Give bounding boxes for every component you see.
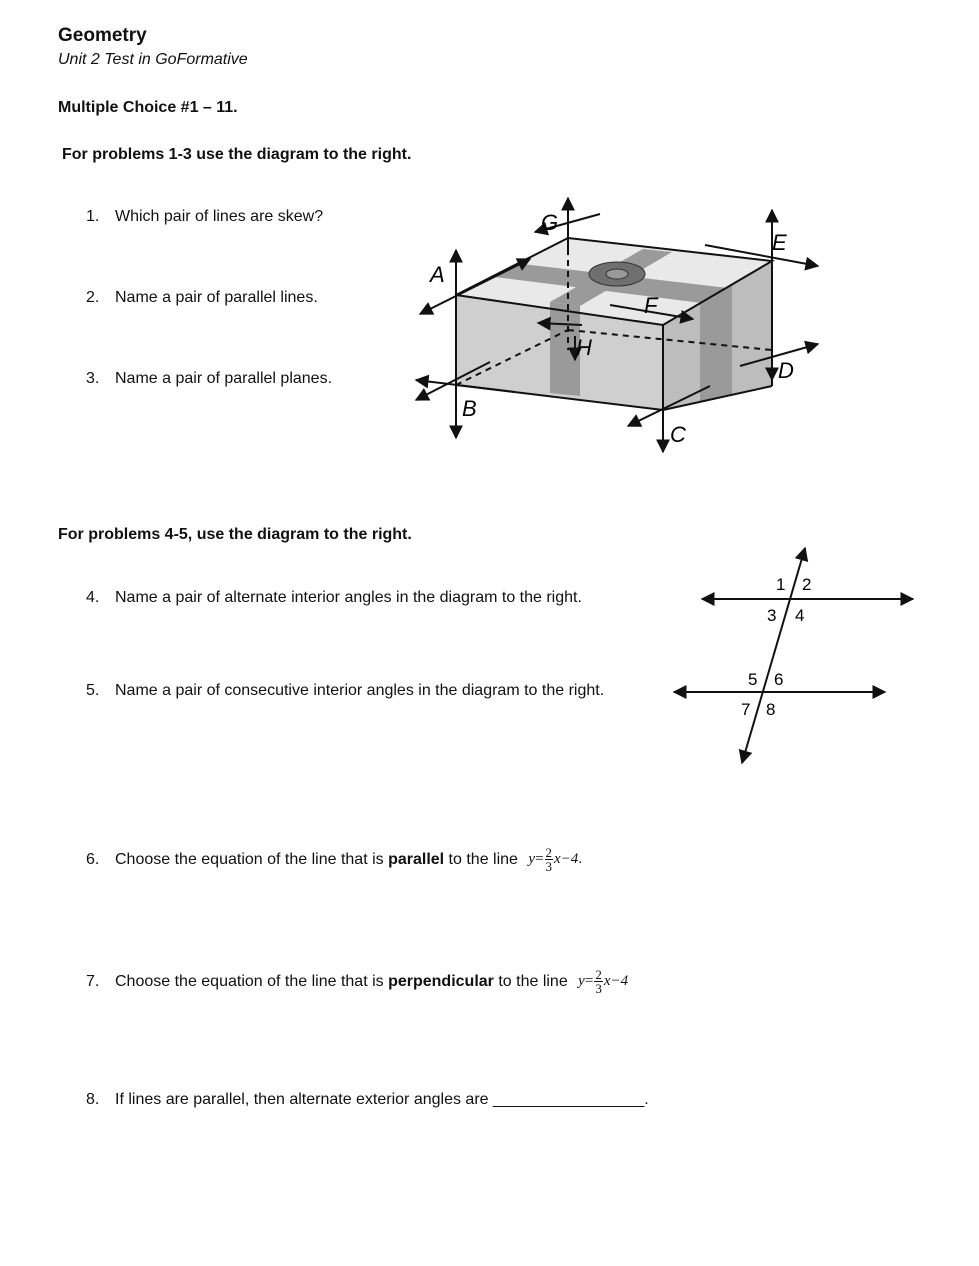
question-text: Choose the equation of the line that is [115, 972, 389, 990]
question-number: 6. [86, 850, 100, 868]
fraction [545, 846, 554, 873]
question-8 [86, 1091, 649, 1109]
question-number: 3. [86, 370, 100, 387]
eq-rhs: x−4 [603, 973, 629, 989]
question-text: Which pair of lines are skew? [115, 208, 324, 225]
question-text: Name a pair of parallel lines. [115, 289, 318, 306]
angle-label-7: 7 [741, 700, 751, 719]
question-text: Choose the equation of the line that is [115, 850, 389, 868]
equation [528, 846, 582, 873]
question-2 [86, 289, 318, 307]
question-number: 7. [86, 972, 100, 990]
box-diagram [410, 190, 830, 460]
question-text: If lines are parallel, then alternate exterior angles are [115, 1091, 493, 1108]
eq-lhs: y [578, 973, 585, 989]
question-4 [86, 589, 582, 607]
question-3 [86, 370, 332, 388]
emphasis-perpendicular: perpendicular [388, 972, 494, 990]
page-subtitle: Unit 2 Test in GoFormative [58, 51, 248, 68]
fraction [594, 968, 603, 995]
question-1 [86, 208, 323, 226]
label-f: F [644, 293, 658, 318]
angle-label-2: 2 [802, 575, 812, 594]
frac-numerator: 2 [545, 845, 553, 860]
angle-label-8: 8 [766, 700, 776, 719]
eq-equals: = [584, 973, 594, 989]
question-text-after: to the line [444, 850, 523, 868]
label-a: A [430, 262, 445, 287]
question-trailing: . [644, 1091, 649, 1108]
section-2-instruction: For problems 4-5, use the diagram to the right. [58, 526, 412, 543]
question-number: 4. [86, 589, 100, 606]
label-h: H [576, 335, 592, 360]
section-1-instruction: For problems 1-3 use the diagram to the right. [62, 146, 412, 163]
question-number: 5. [86, 682, 100, 699]
angle-label-3: 3 [767, 606, 777, 625]
emphasis-parallel: parallel [388, 850, 445, 868]
angle-diagram [660, 540, 930, 775]
angle-label-4: 4 [795, 606, 805, 625]
frac-denominator: 3 [545, 859, 553, 874]
question-text-after: to the line [493, 972, 573, 990]
eq-equals: = [535, 851, 544, 867]
angle-label-6: 6 [774, 670, 784, 689]
question-number: 2. [86, 289, 100, 306]
frac-denominator: 3 [595, 981, 602, 996]
label-g: G [541, 210, 559, 235]
eq-rhs: x−4 [554, 851, 579, 867]
question-6 [86, 846, 582, 873]
label-e: E [772, 230, 787, 255]
frac-numerator: 2 [595, 967, 602, 982]
question-text: Name a pair of consecutive interior angles in the diagram to the right. [115, 682, 605, 699]
label-b: B [462, 396, 477, 421]
question-number: 8. [86, 1091, 100, 1108]
question-7 [86, 968, 628, 995]
eq-lhs: y [528, 851, 536, 867]
label-d: D [778, 358, 794, 383]
question-text: Name a pair of parallel planes. [115, 370, 333, 387]
question-5 [86, 682, 604, 700]
question-text: Name a pair of alternate interior angles in the diagram to the right. [115, 589, 582, 606]
question-number: 1. [86, 208, 100, 225]
page-title: Geometry [58, 25, 147, 46]
equation [578, 968, 628, 995]
angle-label-1: 1 [776, 575, 786, 594]
answer-blank[interactable]: _________________ [493, 1091, 645, 1108]
multiple-choice-heading: Multiple Choice #1 – 11. [58, 99, 238, 116]
angle-label-5: 5 [748, 670, 758, 689]
eq-trailing: . [578, 851, 583, 867]
label-c: C [670, 422, 686, 447]
